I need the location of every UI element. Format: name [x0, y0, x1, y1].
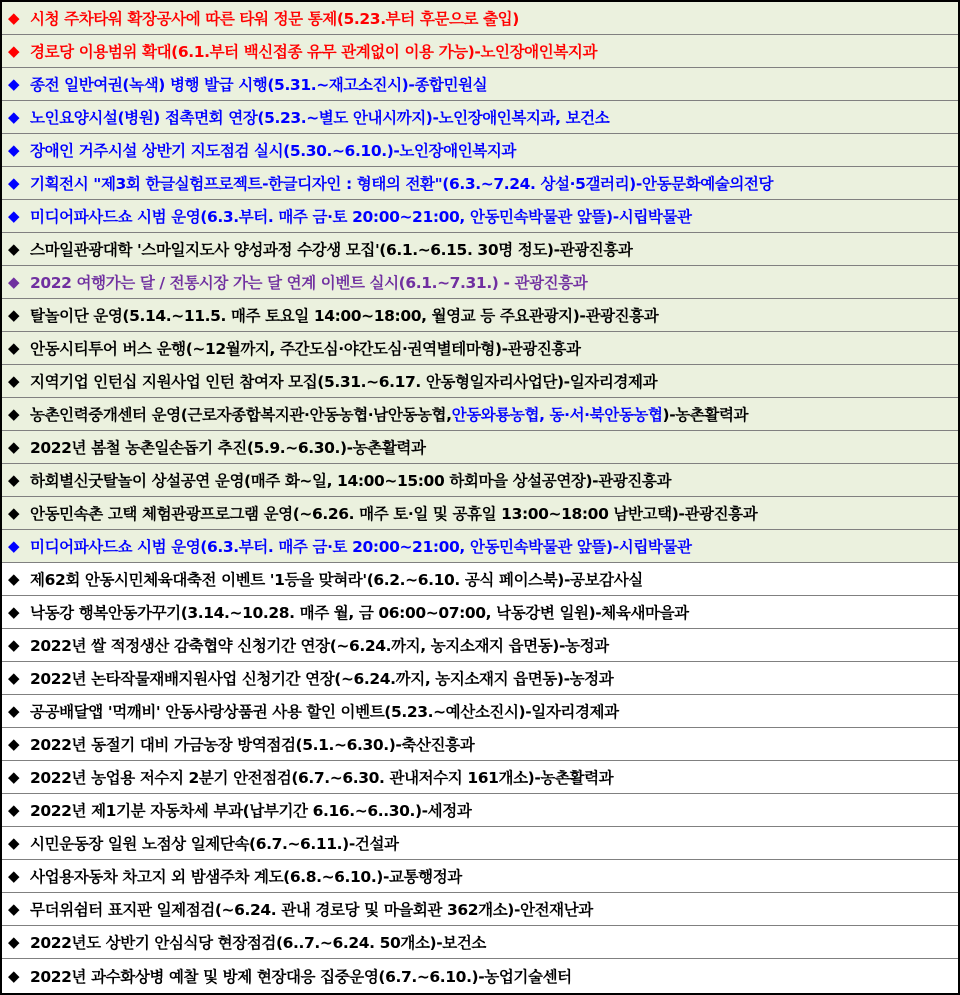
- diamond-bullet-icon: ◆: [8, 174, 20, 192]
- notice-item: [2, 464, 958, 497]
- diamond-bullet-icon: ◆: [8, 273, 20, 291]
- notice-text: 제62회 안동시민체육대축전 이벤트 '1등을 맞혀라'(6.2.~6.10. 공식 페이스북)-공보감사실: [30, 571, 643, 589]
- notice-text: 낙동강 행복안동가꾸기(3.14.~10.28. 매주 월, 금 06:00~07:00, 낙동강변 일원)-체육새마을과: [30, 604, 689, 622]
- notice-text: 미디어파사드쇼 시범 운영(6.3.부터. 매주 금·토 20:00~21:00, 안동민속박물관 앞뜰)-시립박물관: [30, 538, 692, 556]
- notice-text-tail: )-농촌활력과: [662, 406, 749, 424]
- diamond-bullet-icon: ◆: [8, 471, 20, 489]
- notice-item: [2, 761, 958, 794]
- notice-text: 기획전시 "제3회 한글실험프로젝트-한글디자인 : 형태의 전환"(6.3.~7.24. 상설·5갤러리)-안동문화예술의전당: [30, 175, 774, 193]
- notice-text: 공공배달앱 '먹깨비' 안동사랑상품권 사용 할인 이벤트(5.23.~예산소진시)-일자리경제과: [30, 703, 619, 721]
- notice-text: 사업용자동차 차고지 외 밤샘주차 계도(6.8.~6.10.)-교통행정과: [30, 868, 462, 886]
- notice-item: [2, 101, 958, 134]
- diamond-bullet-icon: ◆: [8, 933, 20, 951]
- notice-item: [2, 629, 958, 662]
- notice-item: [2, 167, 958, 200]
- diamond-bullet-icon: ◆: [8, 735, 20, 753]
- notice-item: [2, 794, 958, 827]
- notice-item: [2, 959, 958, 992]
- diamond-bullet-icon: ◆: [8, 801, 20, 819]
- notice-item: [2, 35, 958, 68]
- notice-text: 2022년 논타작물재배지원사업 신청기간 연장(~6.24.까지, 농지소재지 읍면동)-농정과: [30, 670, 614, 688]
- notice-item: [2, 266, 958, 299]
- diamond-bullet-icon: ◆: [8, 42, 20, 60]
- notice-item: [2, 695, 958, 728]
- notice-text: 경로당 이용범위 확대(6.1.부터 백신접종 유무 관계없이 이용 가능)-노인장애인복지과: [30, 43, 598, 61]
- notice-text: 종전 일반여권(녹색) 병행 발급 시행(5.31.~재고소진시)-종합민원실: [30, 76, 488, 94]
- notice-text: 농촌인력중개센터 운영(근로자종합복지관·안동농협·남안동농협,: [30, 406, 452, 424]
- diamond-bullet-icon: ◆: [8, 108, 20, 126]
- notice-item: [2, 530, 958, 563]
- notice-text: 시청 주차타워 확장공사에 따른 타워 정문 통제(5.23.부터 후문으로 출입): [30, 10, 519, 28]
- diamond-bullet-icon: ◆: [8, 405, 20, 423]
- notice-text: 2022년 제1기분 자동차세 부과(납부기간 6.16.~6..30.)-세정과: [30, 802, 472, 820]
- notice-text: 시민운동장 일원 노점상 일제단속(6.7.~6.11.)-건설과: [30, 835, 399, 853]
- notice-item: [2, 563, 958, 596]
- notice-item: [2, 827, 958, 860]
- notice-text: 스마일관광대학 '스마일지도사 양성과정 수강생 모집'(6.1.~6.15. 30명 정도)-관광진흥과: [30, 241, 633, 259]
- notice-item: [2, 893, 958, 926]
- notice-item: [2, 299, 958, 332]
- notice-text: 2022년도 상반기 안심식당 현장점검(6..7.~6.24. 50개소)-보건소: [30, 934, 486, 952]
- notice-item: [2, 332, 958, 365]
- diamond-bullet-icon: ◆: [8, 603, 20, 621]
- diamond-bullet-icon: ◆: [8, 240, 20, 258]
- diamond-bullet-icon: ◆: [8, 570, 20, 588]
- diamond-bullet-icon: ◆: [8, 141, 20, 159]
- notice-text: 무더위쉼터 표지판 일제점검(~6.24. 관내 경로당 및 마을회관 362개소)-안전재난과: [30, 901, 593, 919]
- notice-item: [2, 233, 958, 266]
- notice-text: 안동민속촌 고택 체험관광프로그램 운영(~6.26. 매주 토·일 및 공휴일 13:00~18:00 남반고택)-관광진흥과: [30, 505, 758, 523]
- notice-text: 2022 여행가는 달 / 전통시장 가는 달 연계 이벤트 실시(6.1.~7.31.) - 관광진흥과: [30, 274, 588, 292]
- diamond-bullet-icon: ◆: [8, 669, 20, 687]
- notice-item: [2, 68, 958, 101]
- diamond-bullet-icon: ◆: [8, 339, 20, 357]
- notice-item: [2, 200, 958, 233]
- diamond-bullet-icon: ◆: [8, 207, 20, 225]
- notice-text: 안동시티투어 버스 운행(~12월까지, 주간도심·야간도심·권역별테마형)-관광진흥과: [30, 340, 581, 358]
- diamond-bullet-icon: ◆: [8, 768, 20, 786]
- diamond-bullet-icon: ◆: [8, 75, 20, 93]
- diamond-bullet-icon: ◆: [8, 834, 20, 852]
- diamond-bullet-icon: ◆: [8, 636, 20, 654]
- diamond-bullet-icon: ◆: [8, 867, 20, 885]
- notice-text: 2022년 쌀 적정생산 감축협약 신청기간 연장(~6.24.까지, 농지소재지 읍면동)-농정과: [30, 637, 609, 655]
- notice-text: 2022년 농업용 저수지 2분기 안전점검(6.7.~6.30. 관내저수지 161개소)-농촌활력과: [30, 769, 614, 787]
- notice-text: 탈놀이단 운영(5.14.~11.5. 매주 토요일 14:00~18:00, 월영교 등 주요관광지)-관광진흥과: [30, 307, 659, 325]
- diamond-bullet-icon: ◆: [8, 702, 20, 720]
- notice-text: 하회별신굿탈놀이 상설공연 운영(매주 화~일, 14:00~15:00 하회마을 상설공연장)-관광진흥과: [30, 472, 672, 490]
- notice-item: [2, 398, 958, 431]
- notice-text: 지역기업 인턴십 지원사업 인턴 참여자 모집(5.31.~6.17. 안동형일자리사업단)-일자리경제과: [30, 373, 658, 391]
- notice-item: [2, 926, 958, 959]
- notice-text: 노인요양시설(병원) 접촉면회 연장(5.23.~별도 안내시까지)-노인장애인복지과, 보건소: [30, 109, 610, 127]
- diamond-bullet-icon: ◆: [8, 9, 20, 27]
- diamond-bullet-icon: ◆: [8, 537, 20, 555]
- notice-text: 2022년 과수화상병 예찰 및 방제 현장대응 집중운영(6.7.~6.10.)-농업기술센터: [30, 967, 572, 986]
- notice-item: [2, 728, 958, 761]
- notice-item: [2, 2, 958, 35]
- notice-text: 2022년 동절기 대비 가금농장 방역점검(5.1.~6.30.)-축산진흥과: [30, 736, 475, 754]
- diamond-bullet-icon: ◆: [8, 438, 20, 456]
- notice-text: 2022년 봄철 농촌일손돕기 추진(5.9.~6.30.)-농촌활력과: [30, 439, 426, 457]
- diamond-bullet-icon: ◆: [8, 900, 20, 918]
- diamond-bullet-icon: ◆: [8, 966, 20, 985]
- notice-item: [2, 134, 958, 167]
- diamond-bullet-icon: ◆: [8, 504, 20, 522]
- notice-item: [2, 596, 958, 629]
- notice-text-highlight: 안동와룡농협, 동·서·북안동농협: [451, 406, 663, 424]
- notice-item: [2, 431, 958, 464]
- diamond-bullet-icon: ◆: [8, 306, 20, 324]
- notice-item: [2, 662, 958, 695]
- notice-item: [2, 497, 958, 530]
- notice-item: [2, 365, 958, 398]
- notice-text: 미디어파사드쇼 시범 운영(6.3.부터. 매주 금·토 20:00~21:00, 안동민속박물관 앞뜰)-시립박물관: [30, 208, 692, 226]
- notice-item: [2, 860, 958, 893]
- notice-text: 장애인 거주시설 상반기 지도점검 실시(5.30.~6.10.)-노인장애인복지과: [30, 142, 516, 160]
- diamond-bullet-icon: ◆: [8, 372, 20, 390]
